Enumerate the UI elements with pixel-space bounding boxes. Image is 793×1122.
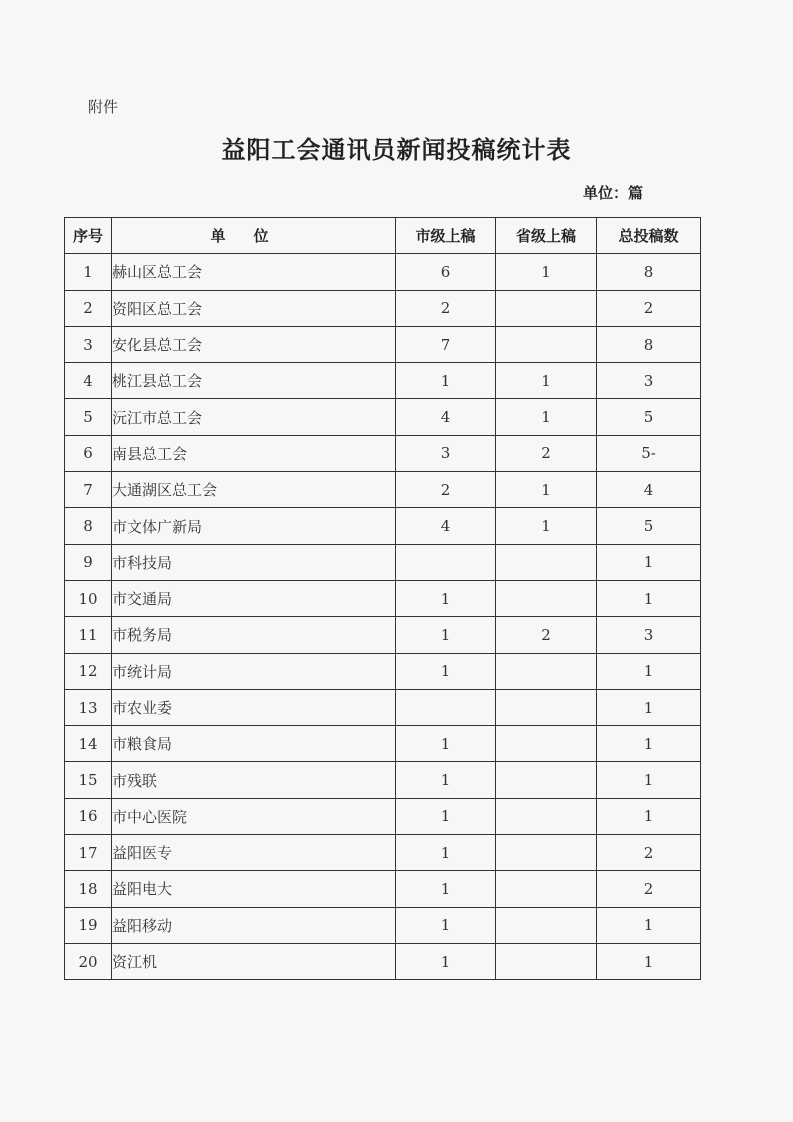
row-province-count [496,798,597,834]
row-unit-name: 资阳区总工会 [112,290,396,326]
table-row [65,544,701,580]
row-index: 9 [65,544,112,580]
row-unit-name: 沅江市总工会 [112,399,396,435]
row-province-count [496,907,597,943]
row-province-count [496,871,597,907]
row-city-count: 1 [396,762,496,798]
row-unit-name: 市统计局 [112,653,396,689]
row-city-count: 1 [396,871,496,907]
row-index: 20 [65,943,112,979]
row-city-count: 1 [396,907,496,943]
row-total-count: 1 [597,762,701,798]
row-unit-name: 市科技局 [112,544,396,580]
header-city: 市级上稿 [396,218,496,254]
row-unit-name: 市粮食局 [112,726,396,762]
row-city-count: 1 [396,363,496,399]
table-row [65,508,701,544]
stats-table [64,217,701,980]
row-index: 10 [65,580,112,616]
row-province-count [496,835,597,871]
row-city-count: 6 [396,254,496,290]
table-row [65,617,701,653]
row-total-count: 1 [597,907,701,943]
row-city-count: 1 [396,835,496,871]
unit-note: 单位：篇 [583,184,644,202]
row-total-count: 1 [597,798,701,834]
row-index: 12 [65,653,112,689]
row-unit-name: 市残联 [112,762,396,798]
row-total-count: 5 [597,399,701,435]
row-total-count: 8 [597,326,701,362]
row-province-count [496,943,597,979]
row-index: 6 [65,435,112,471]
row-unit-name: 益阳移动 [112,907,396,943]
row-unit-name: 市中心医院 [112,798,396,834]
row-city-count: 1 [396,580,496,616]
row-index: 4 [65,363,112,399]
table-row [65,399,701,435]
table-row [65,871,701,907]
row-index: 2 [65,290,112,326]
row-city-count: 1 [396,617,496,653]
row-total-count: 3 [597,617,701,653]
table-row [65,726,701,762]
row-unit-name: 资江机 [112,943,396,979]
row-total-count: 1 [597,943,701,979]
row-index: 7 [65,472,112,508]
row-total-count: 8 [597,254,701,290]
row-index: 19 [65,907,112,943]
row-total-count: 1 [597,689,701,725]
row-unit-name: 市税务局 [112,617,396,653]
row-unit-name: 赫山区总工会 [112,254,396,290]
table-row [65,835,701,871]
row-index: 3 [65,326,112,362]
row-province-count: 2 [496,617,597,653]
row-province-count [496,762,597,798]
row-unit-name: 益阳医专 [112,835,396,871]
row-index: 5 [65,399,112,435]
header-unit-label: 单位 [210,227,297,246]
page-title: 益阳工会通讯员新闻投稿统计表 [221,136,572,164]
row-city-count [396,544,496,580]
table-row [65,798,701,834]
row-city-count: 1 [396,943,496,979]
table-row [65,943,701,979]
row-province-count: 1 [496,399,597,435]
row-city-count: 3 [396,435,496,471]
row-province-count: 1 [496,508,597,544]
row-city-count: 1 [396,798,496,834]
header-province: 省级上稿 [496,218,597,254]
row-province-count: 2 [496,435,597,471]
table-row [65,472,701,508]
table-row [65,580,701,616]
row-unit-name: 安化县总工会 [112,326,396,362]
row-province-count [496,689,597,725]
row-unit-name: 桃江县总工会 [112,363,396,399]
row-city-count: 1 [396,726,496,762]
row-city-count: 2 [396,290,496,326]
row-index: 13 [65,689,112,725]
table-body [65,254,701,980]
row-index: 11 [65,617,112,653]
row-unit-name: 市农业委 [112,689,396,725]
table-row [65,363,701,399]
row-index: 14 [65,726,112,762]
row-province-count [496,544,597,580]
row-index: 16 [65,798,112,834]
row-total-count: 1 [597,653,701,689]
header-index: 序号 [65,218,112,254]
table-row [65,254,701,290]
table-row [65,653,701,689]
row-province-count: 1 [496,254,597,290]
row-total-count: 2 [597,871,701,907]
table-row [65,762,701,798]
row-total-count: 3 [597,363,701,399]
row-city-count [396,689,496,725]
row-unit-name: 市交通局 [112,580,396,616]
row-city-count: 4 [396,508,496,544]
row-index: 17 [65,835,112,871]
row-total-count: 2 [597,835,701,871]
table-row [65,290,701,326]
row-province-count: 1 [496,363,597,399]
row-province-count [496,653,597,689]
row-total-count: 2 [597,290,701,326]
row-index: 18 [65,871,112,907]
row-province-count: 1 [496,472,597,508]
row-total-count: 5 [597,508,701,544]
table-row [65,326,701,362]
row-province-count [496,580,597,616]
row-province-count [496,290,597,326]
row-unit-name: 市文体广新局 [112,508,396,544]
row-total-count: 1 [597,544,701,580]
table-row [65,435,701,471]
row-city-count: 4 [396,399,496,435]
attachment-label: 附件 [88,98,119,116]
table-row [65,907,701,943]
table-header-row [65,218,701,254]
row-total-count: 5- [597,435,701,471]
row-city-count: 7 [396,326,496,362]
row-province-count [496,726,597,762]
row-index: 8 [65,508,112,544]
header-total: 总投稿数 [597,218,701,254]
row-unit-name: 益阳电大 [112,871,396,907]
row-index: 1 [65,254,112,290]
table-row [65,689,701,725]
row-index: 15 [65,762,112,798]
row-total-count: 4 [597,472,701,508]
row-total-count: 1 [597,726,701,762]
row-city-count: 1 [396,653,496,689]
row-unit-name: 大通湖区总工会 [112,472,396,508]
row-unit-name: 南县总工会 [112,435,396,471]
row-total-count: 1 [597,580,701,616]
row-province-count [496,326,597,362]
row-city-count: 2 [396,472,496,508]
header-unit [112,218,396,254]
